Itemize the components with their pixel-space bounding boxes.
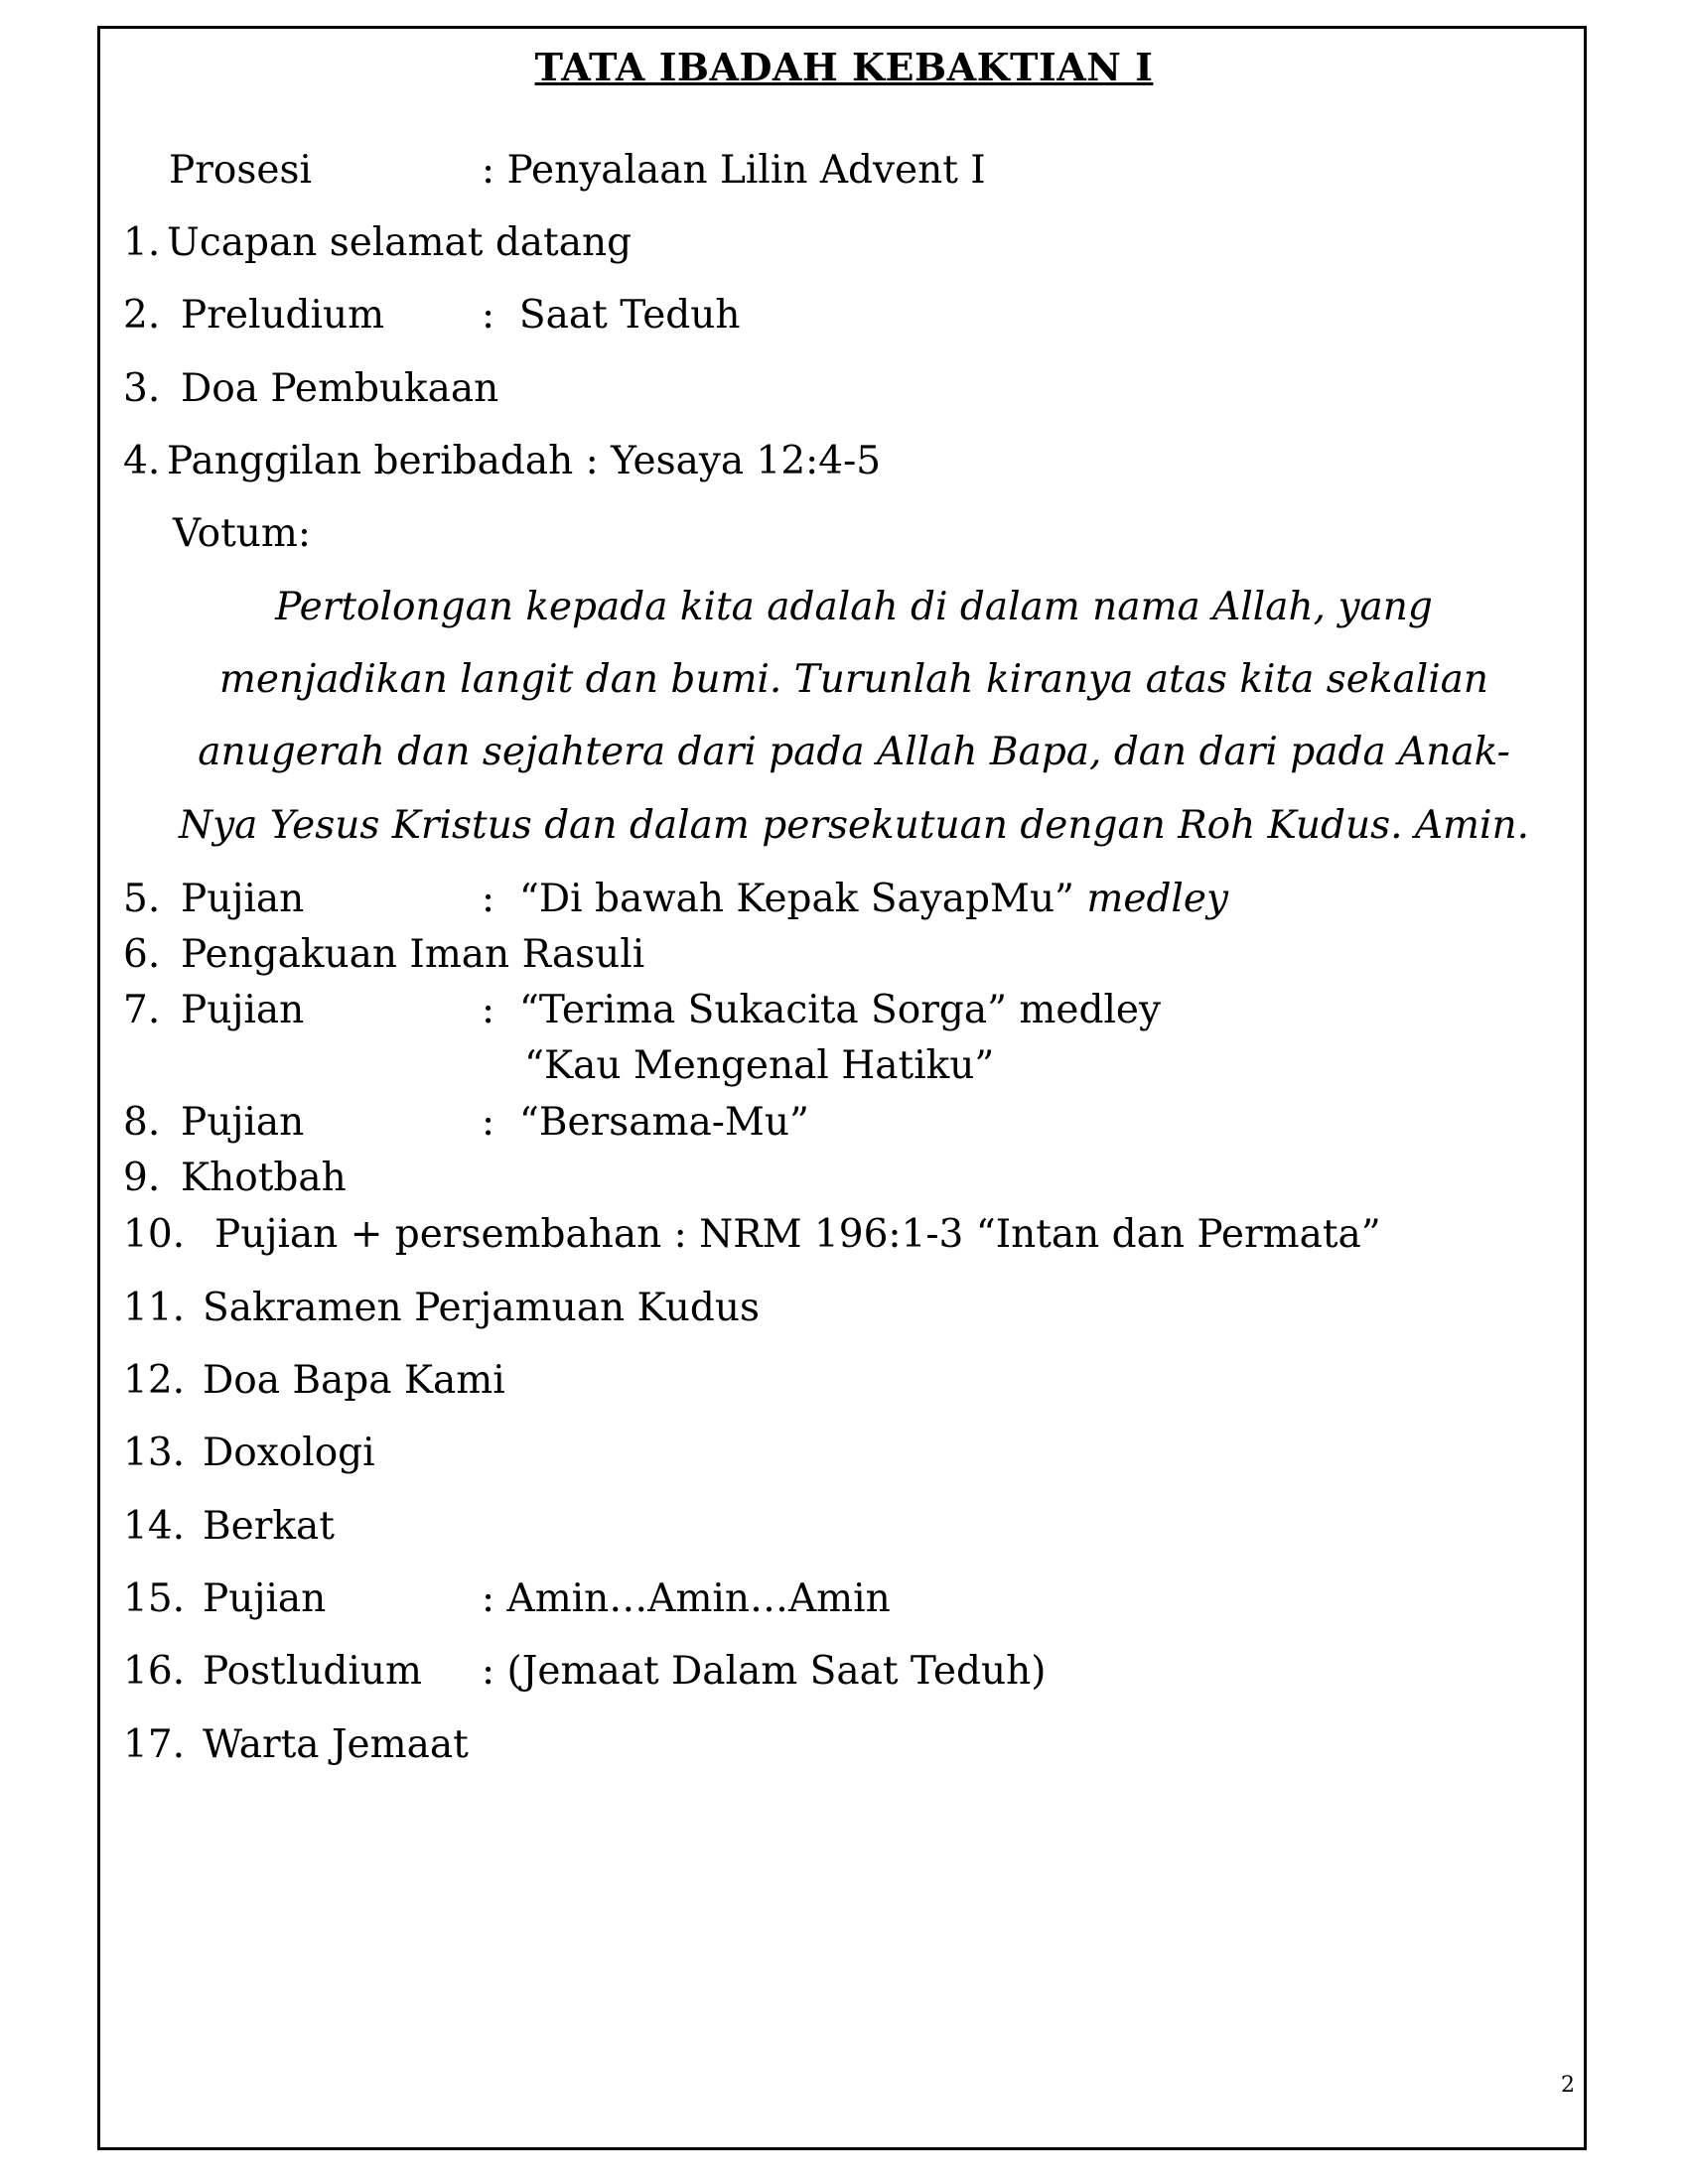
item-11-label: Sakramen Perjamuan Kudus xyxy=(203,1286,760,1330)
page-title: TATA IBADAH KEBAKTIAN I xyxy=(534,45,1154,89)
item-10-number: 10. xyxy=(123,1212,186,1257)
item-5-number: 5. xyxy=(123,877,161,921)
item-15-label: Pujian xyxy=(203,1576,327,1621)
item-5-song: : “Di bawah Kepak SayapMu” xyxy=(482,877,1074,921)
item-12-label: Doa Bapa Kami xyxy=(203,1358,505,1403)
item-10-label: Pujian + persembahan : NRM 196:1-3 “Intan dan Permata” xyxy=(214,1212,1381,1257)
item-7-value-2: “Kau Mengenal Hatiku” xyxy=(524,1043,995,1088)
item-9-number: 9. xyxy=(123,1156,161,1200)
votum-line-1: Pertolongan kepada kita adalah di dalam nama Allah, yang xyxy=(275,585,1433,629)
item-2-label: Preludium xyxy=(181,293,385,338)
item-5-value xyxy=(482,877,1229,921)
item-14-number: 14. xyxy=(123,1504,186,1549)
item-15-value: : Amin…Amin…Amin xyxy=(482,1576,891,1621)
item-11-number: 11. xyxy=(123,1286,186,1330)
item-5-medley: medley xyxy=(1086,877,1229,921)
item-17-label: Warta Jemaat xyxy=(203,1722,469,1767)
item-7-label: Pujian xyxy=(181,988,305,1032)
item-2-number: 2. xyxy=(123,293,161,338)
prosesi-value: : Penyalaan Lilin Advent I xyxy=(482,148,986,193)
item-16-label: Postludium xyxy=(203,1649,422,1694)
item-7-value: : “Terima Sukacita Sorga” medley xyxy=(482,988,1162,1032)
item-17-number: 17. xyxy=(123,1722,186,1767)
item-13-number: 13. xyxy=(123,1431,186,1475)
item-5-label: Pujian xyxy=(181,877,305,921)
item-6-label: Pengakuan Iman Rasuli xyxy=(181,932,645,977)
item-9-label: Khotbah xyxy=(181,1156,347,1200)
item-1-label: Ucapan selamat datang xyxy=(167,220,633,265)
prosesi-label: Prosesi xyxy=(169,148,312,193)
page-border xyxy=(97,26,1587,2150)
votum-line-2: menjadikan langit dan bumi. Turunlah kiranya atas kita sekalian xyxy=(218,657,1489,702)
votum-line-4: Nya Yesus Kristus dan dalam persekutuan dengan Roh Kudus. Amin. xyxy=(178,803,1530,848)
item-7-number: 7. xyxy=(123,988,161,1032)
page-number: 2 xyxy=(1561,2073,1575,2098)
item-14-label: Berkat xyxy=(203,1504,335,1549)
item-3-number: 3. xyxy=(123,366,161,411)
item-8-value: : “Bersama-Mu” xyxy=(482,1100,809,1145)
item-15-number: 15. xyxy=(123,1576,186,1621)
item-12-number: 12. xyxy=(123,1358,186,1403)
item-1-number: 1. xyxy=(123,220,161,265)
item-4-number: 4. xyxy=(123,439,161,483)
item-4-label: Panggilan beribadah : Yesaya 12:4-5 xyxy=(167,439,882,483)
item-8-label: Pujian xyxy=(181,1100,305,1145)
votum-label: Votum: xyxy=(173,511,311,556)
item-13-label: Doxologi xyxy=(203,1431,375,1475)
item-6-number: 6. xyxy=(123,932,161,977)
item-3-label: Doa Pembukaan xyxy=(181,366,499,411)
item-16-value: : (Jemaat Dalam Saat Teduh) xyxy=(482,1649,1047,1694)
item-2-value: : Saat Teduh xyxy=(482,293,741,338)
item-8-number: 8. xyxy=(123,1100,161,1145)
votum-line-3: anugerah dan sejahtera dari pada Allah Bapa, dan dari pada Anak- xyxy=(198,730,1510,774)
item-16-number: 16. xyxy=(123,1649,186,1694)
